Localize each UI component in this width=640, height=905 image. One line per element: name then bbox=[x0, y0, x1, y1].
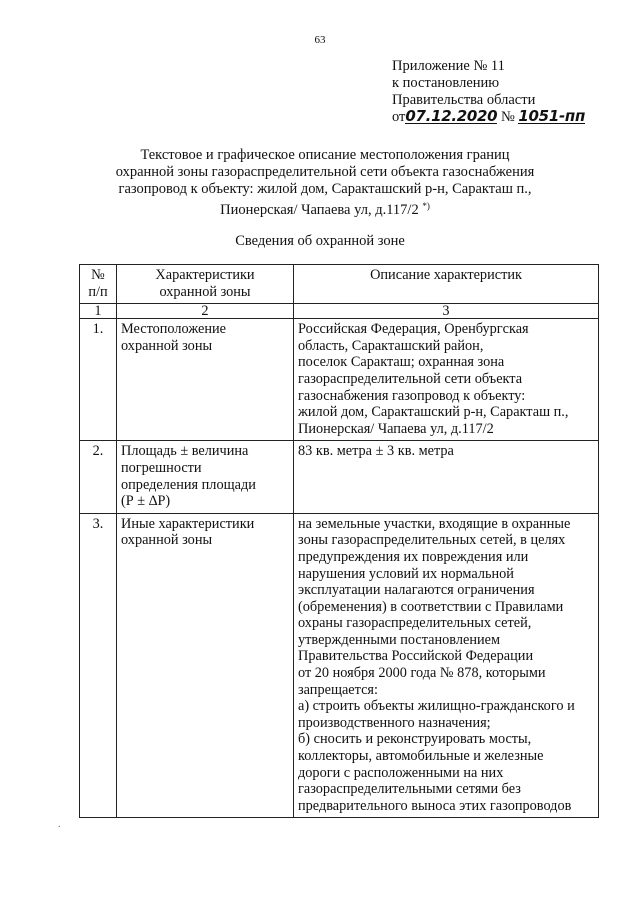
description-line: дороги с расположенными на них bbox=[298, 764, 504, 781]
zone-info-table bbox=[79, 264, 599, 818]
characteristic-line: Иные характеристики bbox=[121, 515, 255, 532]
description-line: утвержденными постановлением bbox=[298, 631, 501, 648]
characteristic-line: Площадь ± величина bbox=[121, 443, 249, 460]
characteristic-line: охранной зоны bbox=[121, 532, 213, 549]
page-number: 63 bbox=[314, 34, 326, 46]
description-line: жилой дом, Саракташский р-н, Саракташ п., bbox=[298, 404, 569, 421]
row-description bbox=[294, 441, 599, 513]
description-line: газораспределительной сети объекта bbox=[298, 370, 523, 387]
description-line: газораспределительными сетями без bbox=[298, 781, 521, 798]
row-number: 1. bbox=[80, 319, 117, 441]
table-row bbox=[80, 513, 599, 818]
number-sign: № bbox=[500, 109, 515, 125]
header-description: Описание характеристик bbox=[294, 265, 599, 304]
characteristic-line: (Р ± ∆Р) bbox=[121, 493, 171, 510]
column-number: 1 bbox=[80, 304, 117, 319]
description-line: область, Саракташский район, bbox=[298, 337, 484, 354]
header-characteristic: Характеристики охранной зоны bbox=[117, 265, 294, 304]
document-title bbox=[90, 147, 560, 219]
footnote-mark: *) bbox=[422, 201, 430, 211]
description-line: нарушения условий их нормальной bbox=[298, 565, 514, 582]
characteristic-line: охранной зоны bbox=[121, 337, 213, 354]
description-line: поселок Саракташ; охранная зона bbox=[298, 354, 505, 371]
description-line: (обременения) в соответствии с Правилами bbox=[298, 598, 564, 615]
row-description bbox=[294, 319, 599, 441]
description-line: предварительного выноса этих газопроводов bbox=[298, 797, 572, 814]
title-line: Текстовое и графическое описание местоположения границ bbox=[140, 147, 510, 163]
title-line: газопровод к объекту: жилой дом, Саракташский р-н, Саракташ п., bbox=[118, 181, 532, 197]
description-line: Пионерская/ Чапаева ул, д.117/2 bbox=[298, 420, 494, 437]
date-prefix: от bbox=[392, 109, 406, 125]
row-description bbox=[294, 513, 599, 818]
row-number: 3. bbox=[80, 513, 117, 818]
appendix-title: Приложение № 11 bbox=[392, 58, 505, 74]
handwritten-date: 07.12.2020 bbox=[405, 107, 498, 125]
description-line: запрещается: bbox=[298, 681, 378, 698]
row-number: 2. bbox=[80, 441, 117, 513]
appendix-block bbox=[392, 58, 585, 126]
description-line: а) строить объекты жилищно-гражданского и bbox=[298, 698, 575, 715]
row-characteristic bbox=[117, 319, 294, 441]
description-line: зоны газораспределительных сетей, в целях bbox=[298, 532, 566, 549]
header-num: № п/п bbox=[80, 265, 117, 304]
title-address: Пионерская/ Чапаева ул, д.117/2 bbox=[220, 202, 419, 218]
description-line: Российская Федерация, Оренбургская bbox=[298, 321, 529, 338]
section-title: Сведения об охранной зоне bbox=[235, 233, 405, 249]
title-line: охранной зоны газораспределительной сети объекта газоснабжения bbox=[115, 164, 535, 180]
description-line: производственного назначения; bbox=[298, 714, 491, 731]
characteristic-line: Местоположение bbox=[121, 321, 226, 338]
row-characteristic bbox=[117, 513, 294, 818]
table-header-row bbox=[80, 265, 599, 304]
table-row bbox=[80, 319, 599, 441]
handwritten-number: 1051-пп bbox=[518, 107, 586, 125]
description-line: предупреждения их повреждения или bbox=[298, 548, 529, 565]
description-line: от 20 ноября 2000 года № 878, которыми bbox=[298, 665, 546, 682]
description-line: Правительства Российской Федерации bbox=[298, 648, 534, 665]
description-line: б) сносить и реконструировать мосты, bbox=[298, 731, 532, 748]
description-line: 83 кв. метра ± 3 кв. метра bbox=[298, 443, 454, 460]
column-number: 2 bbox=[117, 304, 294, 319]
description-line: газоснабжения газопровод к объекту: bbox=[298, 387, 526, 404]
description-line: охраны газораспределительных сетей, bbox=[298, 615, 532, 632]
characteristic-line: определения площади bbox=[121, 476, 256, 493]
description-line: эксплуатации налагаются ограничения bbox=[298, 582, 535, 599]
appendix-line-resolution: к постановлению bbox=[392, 75, 500, 91]
appendix-date-line bbox=[392, 109, 585, 126]
column-number-row bbox=[80, 304, 599, 319]
column-number: 3 bbox=[294, 304, 599, 319]
characteristic-line: погрешности bbox=[121, 459, 202, 476]
margin-mark: . bbox=[58, 819, 61, 830]
title-line bbox=[90, 198, 560, 219]
appendix-line-government: Правительства области bbox=[392, 92, 536, 108]
description-line: коллекторы, автомобильные и железные bbox=[298, 748, 544, 765]
row-characteristic bbox=[117, 441, 294, 513]
table-row bbox=[80, 441, 599, 513]
description-line: на земельные участки, входящие в охранные bbox=[298, 515, 571, 532]
